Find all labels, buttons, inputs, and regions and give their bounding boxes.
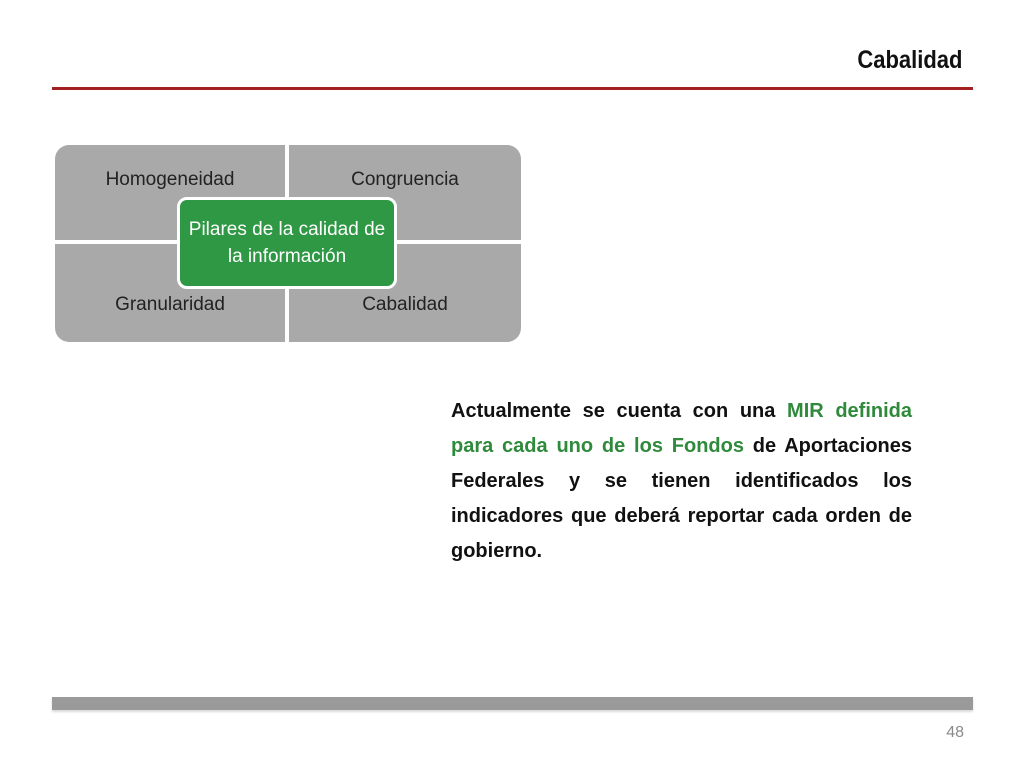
quadrant-label-congruencia: Congruencia [351, 169, 459, 190]
page-number: 48 [946, 724, 964, 741]
body-highlight: MIR definida para cada uno de los Fondos [451, 400, 912, 457]
footer-bar [52, 697, 973, 710]
body-text-part2: de Aportaciones Federales y se tienen identificados los indicadores que deberá reportar cada orden de gobierno. [451, 435, 913, 562]
quadrant-label-granularidad: Granularidad [115, 294, 225, 315]
slide-title: Cabalidad [856, 46, 962, 74]
body-text-part1: Actualmente se cuenta con una [451, 400, 788, 422]
quadrant-label-homogeneidad: Homogeneidad [105, 169, 235, 190]
quadrant-label-cabalidad: Cabalidad [362, 294, 448, 315]
body-paragraph [451, 394, 912, 569]
diagram-center-box [177, 197, 397, 289]
diagram-center-label: Pilares de la calidad de la información [188, 219, 386, 267]
title-divider [52, 87, 973, 90]
quality-pillars-diagram [55, 145, 521, 342]
